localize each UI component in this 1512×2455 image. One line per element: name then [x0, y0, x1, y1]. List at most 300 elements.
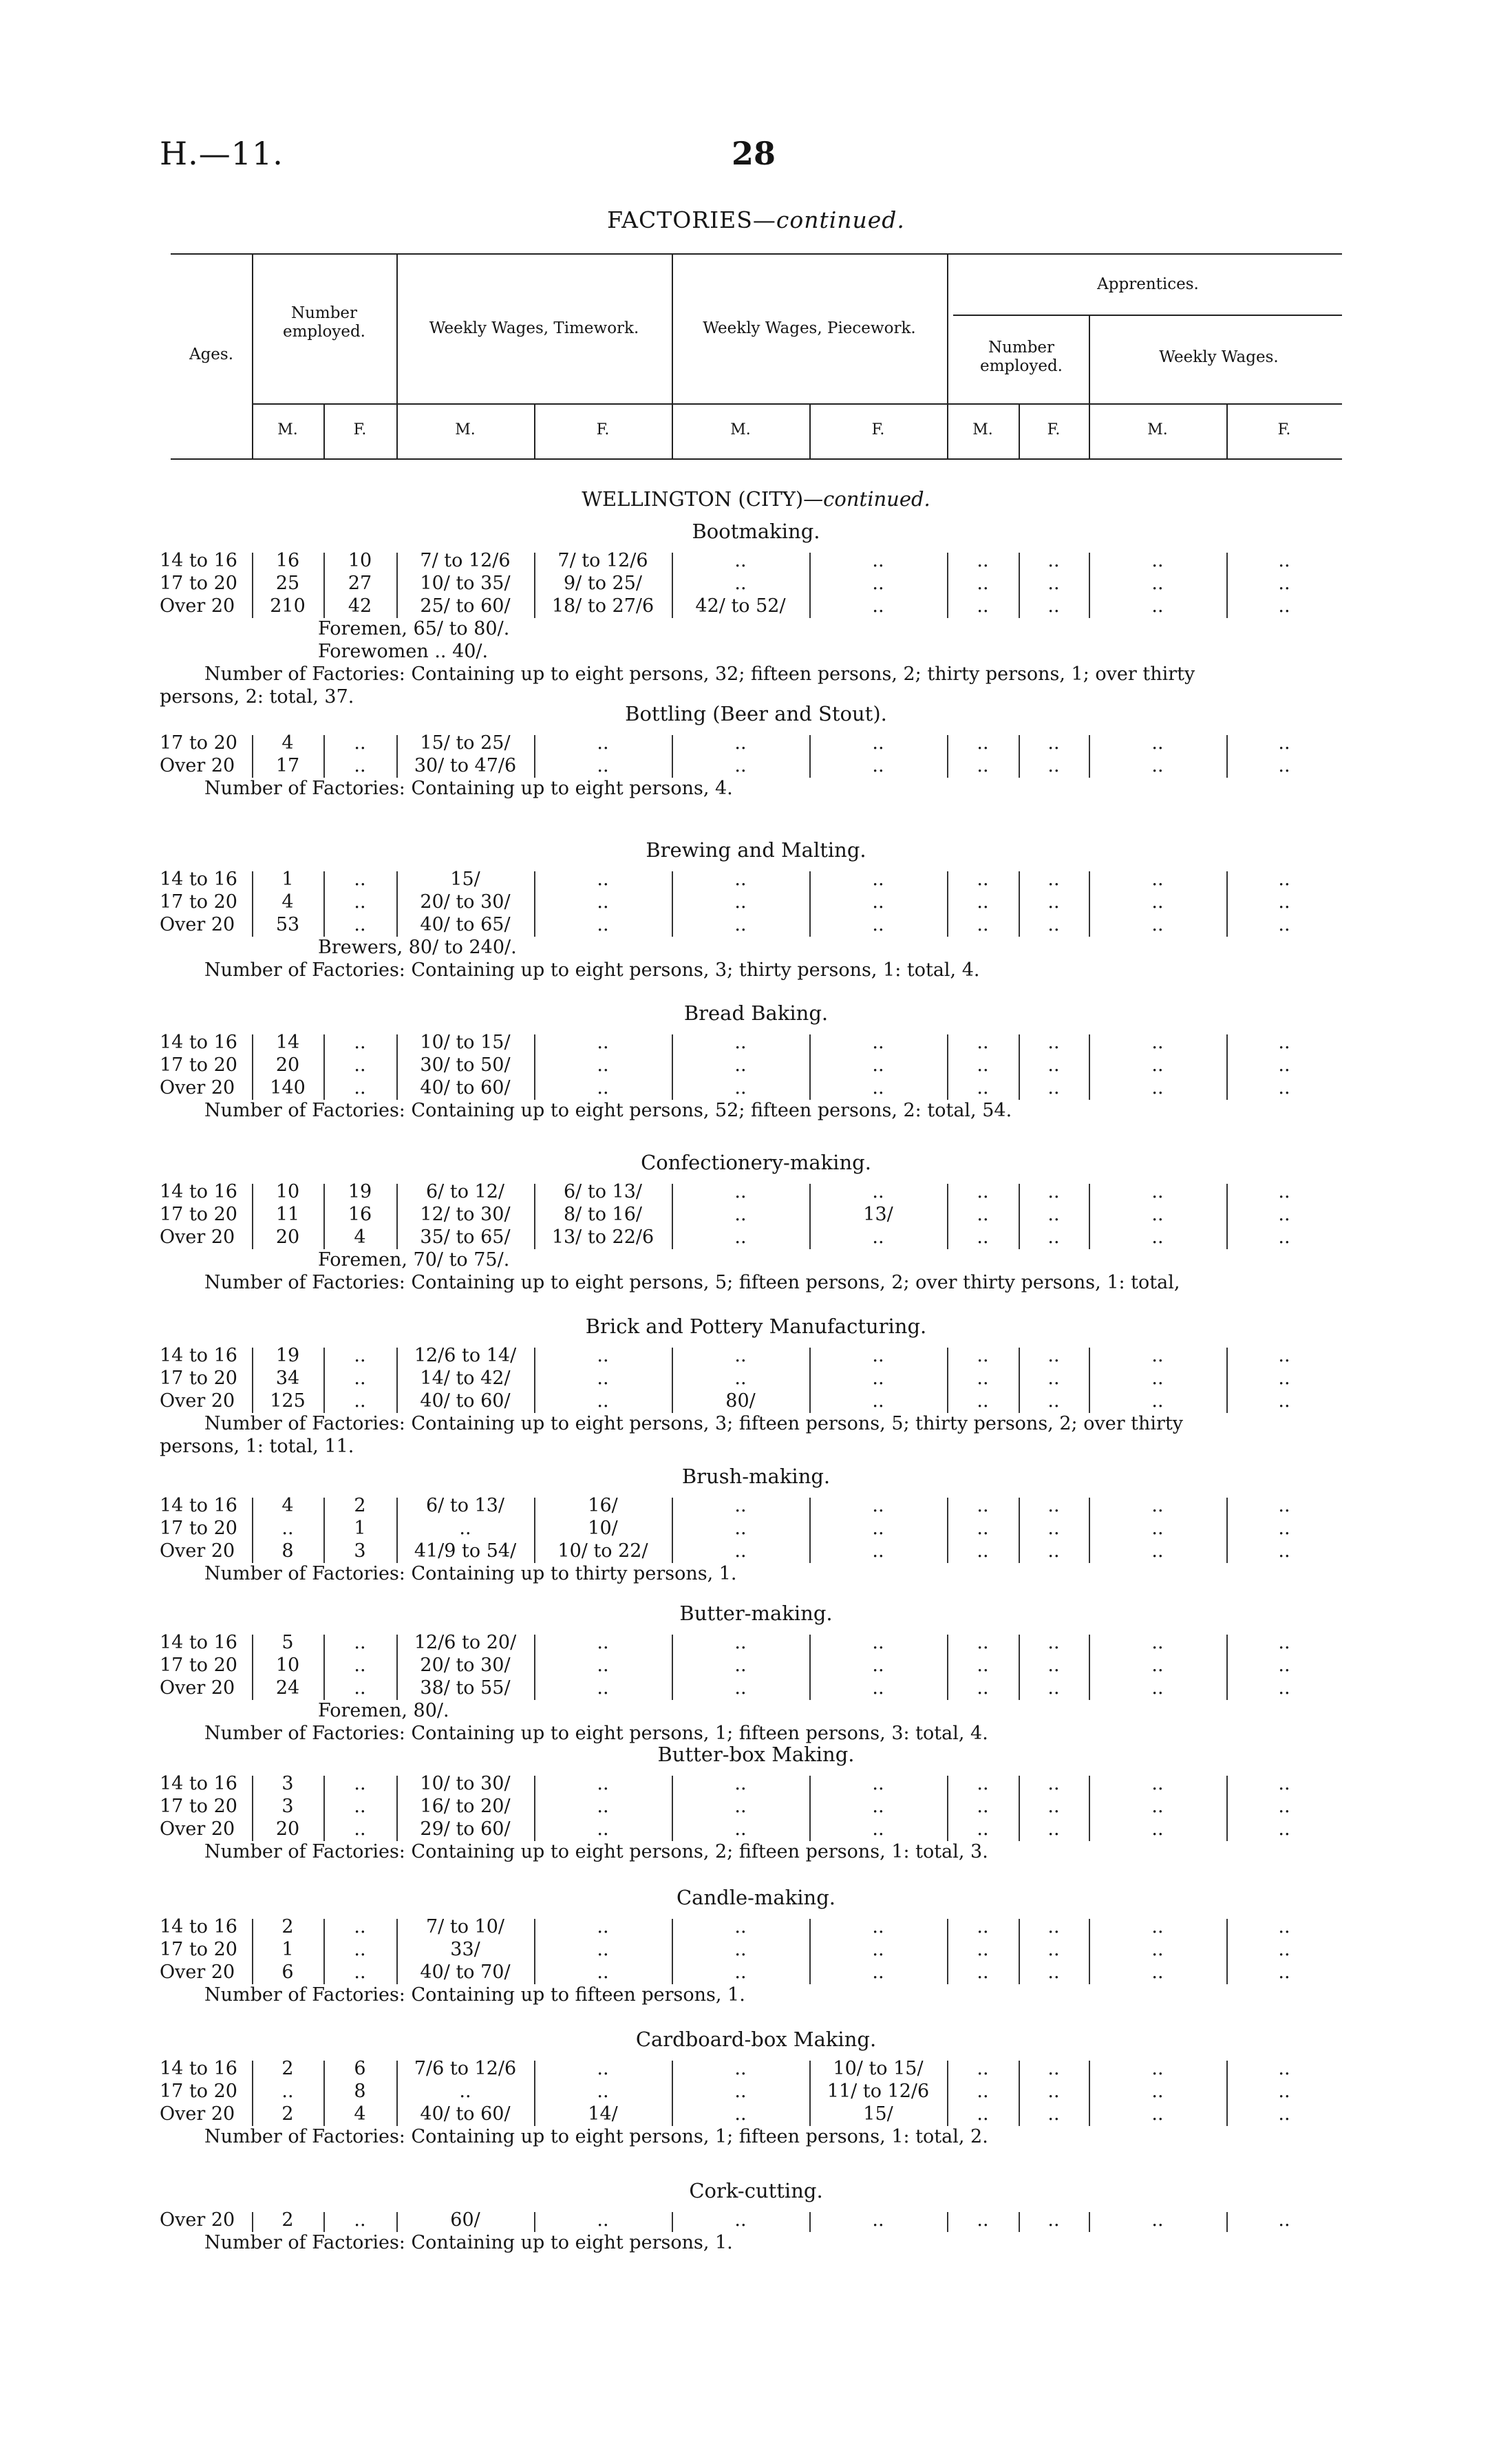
cell-pf: ..: [872, 1632, 884, 1653]
cell-am: ..: [977, 1226, 989, 1248]
cell-af: ..: [1047, 732, 1060, 754]
cell-f: ..: [354, 1032, 366, 1053]
cell-wf: ..: [1278, 1368, 1290, 1389]
column-rule: [1019, 1635, 1020, 1700]
cell-m: ..: [281, 2081, 294, 2102]
age-group: 14 to 16: [160, 550, 237, 571]
cell-m: 6: [281, 1962, 294, 1983]
cell-m: 2: [281, 2103, 294, 2125]
cell-wm: ..: [1151, 914, 1164, 935]
column-rule: [252, 1498, 253, 1563]
cell-af: ..: [1047, 1390, 1060, 1412]
section-title: Candle-making.: [676, 1886, 836, 1909]
age-group: Over 20: [160, 1677, 235, 1699]
column-rule: [396, 1348, 398, 1413]
column-rule: [809, 1919, 811, 1984]
column-rule: [947, 1498, 948, 1563]
column-rule: [947, 2061, 948, 2126]
cell-am: ..: [977, 869, 989, 890]
factories-count: Number of Factories: Containing up to eight persons, 32; fifteen persons, 2; thirty persons, 1; over thirty: [204, 663, 1195, 685]
cell-af: ..: [1047, 869, 1060, 890]
cell-wf: ..: [1278, 914, 1290, 935]
cell-af: ..: [1047, 1632, 1060, 1653]
age-group: Over 20: [160, 1540, 235, 1562]
column-rule: [1089, 871, 1090, 937]
column-rule: [947, 1184, 948, 1249]
cell-pf: ..: [872, 1226, 884, 1248]
cell-pm: ..: [734, 1495, 747, 1516]
header-f: F.: [871, 421, 885, 438]
column-rule: [252, 871, 253, 937]
cell-pf: ..: [872, 1495, 884, 1516]
factories-count: Number of Factories: Containing up to eight persons, 1.: [204, 2232, 733, 2253]
cell-wm: ..: [1151, 1655, 1164, 1676]
cell-wm: ..: [1151, 573, 1164, 594]
cell-pm: ..: [734, 1939, 747, 1960]
cell-pm: ..: [734, 1677, 747, 1699]
column-rule: [323, 2212, 325, 2232]
cell-tf: ..: [597, 1962, 609, 1983]
cell-f: ..: [354, 1796, 366, 1817]
section-title: Brush-making.: [681, 1465, 831, 1488]
cell-f: ..: [354, 1345, 366, 1366]
column-rule: [396, 871, 398, 937]
column-rule: [809, 1348, 811, 1413]
age-group: Over 20: [160, 1962, 235, 1983]
column-rule: [396, 1034, 398, 1100]
column-rule: [1019, 871, 1020, 937]
cell-wm: ..: [1151, 732, 1164, 754]
cell-af: ..: [1047, 1518, 1060, 1539]
cell-wm: ..: [1151, 1518, 1164, 1539]
cell-af: ..: [1047, 1368, 1060, 1389]
cell-af: ..: [1047, 1962, 1060, 1983]
cell-m: 34: [275, 1368, 300, 1389]
page-title: FACTORIES—continued.: [607, 206, 905, 233]
section-title: Butter-making.: [679, 1602, 833, 1625]
cell-tm: 30/ to 47/6: [414, 755, 517, 776]
column-rule: [809, 553, 811, 618]
cell-pf: 11/ to 12/6: [827, 2081, 930, 2102]
column-rule: [323, 1919, 325, 1984]
cell-pm: ..: [734, 1962, 747, 1983]
cell-pf: ..: [872, 869, 884, 890]
cell-m: 11: [275, 1204, 300, 1225]
cell-tm: 7/6 to 12/6: [414, 2058, 517, 2079]
cell-m: 2: [281, 2209, 294, 2231]
footnote: Brewers, 80/ to 240/.: [318, 937, 517, 958]
cell-af: ..: [1047, 1818, 1060, 1840]
cell-am: ..: [977, 1345, 989, 1366]
cell-wm: ..: [1151, 1773, 1164, 1794]
age-group: Over 20: [160, 595, 235, 617]
cell-f: 19: [348, 1181, 372, 1202]
cell-wf: ..: [1278, 1077, 1290, 1098]
cell-wf: ..: [1278, 550, 1290, 571]
column-rule: [252, 2061, 253, 2126]
cell-f: ..: [354, 1390, 366, 1412]
cell-tm: ..: [459, 1518, 471, 1539]
cell-m: 20: [275, 1226, 300, 1248]
cell-tf: ..: [597, 891, 609, 913]
cell-am: ..: [977, 1677, 989, 1699]
column-rule: [323, 871, 325, 937]
cell-pm: ..: [734, 1916, 747, 1937]
age-group: Over 20: [160, 755, 235, 776]
cell-wm: ..: [1151, 1916, 1164, 1937]
cell-m: 20: [275, 1818, 300, 1840]
cell-pm: ..: [734, 1632, 747, 1653]
column-rule: [1019, 2212, 1020, 2232]
column-rule: [1089, 1498, 1090, 1563]
cell-wf: ..: [1278, 1518, 1290, 1539]
cell-wf: ..: [1278, 573, 1290, 594]
cell-wf: ..: [1278, 1677, 1290, 1699]
cell-f: ..: [354, 1939, 366, 1960]
cell-af: ..: [1047, 1796, 1060, 1817]
cell-m: 19: [275, 1345, 300, 1366]
cell-wf: ..: [1278, 1540, 1290, 1562]
column-rule: [323, 553, 325, 618]
column-rule: [672, 1034, 673, 1100]
age-group: Over 20: [160, 1077, 235, 1098]
cell-tf: 18/ to 27/6: [551, 595, 654, 617]
cell-tf: ..: [597, 1390, 609, 1412]
section-title: Cardboard-box Making.: [635, 2028, 877, 2051]
cell-tf: ..: [597, 1655, 609, 1676]
cell-tf: 13/ to 22/6: [551, 1226, 654, 1248]
column-rule: [252, 1184, 253, 1249]
cell-wm: ..: [1151, 550, 1164, 571]
column-rule: [809, 1184, 811, 1249]
cell-tf: ..: [597, 1632, 609, 1653]
cell-wm: ..: [1151, 1181, 1164, 1202]
age-group: Over 20: [160, 2103, 235, 2125]
cell-f: ..: [354, 1077, 366, 1098]
cell-tf: ..: [597, 914, 609, 935]
column-rule: [323, 1498, 325, 1563]
column-rule: [1089, 2061, 1090, 2126]
cell-f: 1: [354, 1518, 366, 1539]
cell-wf: ..: [1278, 1796, 1290, 1817]
cell-wm: ..: [1151, 1226, 1164, 1248]
cell-m: ..: [281, 1518, 294, 1539]
column-rule: [672, 1919, 673, 1984]
cell-pf: 15/: [863, 2103, 893, 2125]
cell-am: ..: [977, 573, 989, 594]
cell-f: ..: [354, 1773, 366, 1794]
section-title: Bottling (Beer and Stout).: [625, 702, 887, 725]
cell-tf: 16/: [588, 1495, 618, 1516]
cell-m: 10: [275, 1181, 300, 1202]
cell-wm: ..: [1151, 1368, 1164, 1389]
column-rule: [323, 735, 325, 778]
cell-pf: ..: [872, 1181, 884, 1202]
column-rule: [1089, 2212, 1090, 2232]
cell-tm: 41/9 to 54/: [414, 1540, 517, 1562]
cell-m: 140: [270, 1077, 306, 1098]
column-rule: [1089, 1184, 1090, 1249]
cell-f: ..: [354, 1818, 366, 1840]
age-group: Over 20: [160, 1390, 235, 1412]
cell-pm: ..: [734, 2058, 747, 2079]
column-rule: [947, 1635, 948, 1700]
column-rule: [534, 1776, 535, 1841]
age-group: 14 to 16: [160, 1916, 237, 1937]
cell-wf: ..: [1278, 1032, 1290, 1053]
column-rule: [809, 2061, 811, 2126]
cell-tf: 10/: [588, 1518, 618, 1539]
column-rule: [1089, 1776, 1090, 1841]
cell-tf: ..: [597, 1345, 609, 1366]
header-m: M.: [1147, 421, 1168, 438]
column-rule: [323, 1184, 325, 1249]
cell-pm: ..: [734, 1518, 747, 1539]
column-rule: [252, 1919, 253, 1984]
cell-wf: ..: [1278, 755, 1290, 776]
cell-pf: ..: [872, 595, 884, 617]
cell-wf: ..: [1278, 595, 1290, 617]
cell-wm: ..: [1151, 869, 1164, 890]
age-group: Over 20: [160, 1818, 235, 1840]
footnote: Forewomen .. 40/.: [318, 641, 489, 662]
cell-wm: ..: [1151, 1677, 1164, 1699]
cell-wf: ..: [1278, 1655, 1290, 1676]
column-rule: [947, 2212, 948, 2232]
cell-wf: ..: [1278, 1204, 1290, 1225]
column-rule: [809, 1034, 811, 1100]
cell-pf: ..: [872, 1962, 884, 1983]
cell-pf: ..: [872, 1818, 884, 1840]
age-group: Over 20: [160, 2209, 235, 2231]
cell-m: 20: [275, 1054, 300, 1076]
cell-wm: ..: [1151, 2209, 1164, 2231]
cell-wf: ..: [1278, 1390, 1290, 1412]
column-rule: [947, 1776, 948, 1841]
header-f: F.: [596, 421, 610, 438]
cell-pf: ..: [872, 1054, 884, 1076]
column-rule: [672, 2212, 673, 2232]
cell-wm: ..: [1151, 1540, 1164, 1562]
cell-m: 2: [281, 1916, 294, 1937]
cell-af: ..: [1047, 1916, 1060, 1937]
cell-f: 42: [348, 595, 372, 617]
column-rule: [534, 1184, 535, 1249]
cell-am: ..: [977, 2103, 989, 2125]
column-rule: [1226, 1919, 1228, 1984]
column-rule: [252, 1776, 253, 1841]
cell-wf: ..: [1278, 2058, 1290, 2079]
section-title: Bread Baking.: [683, 1001, 829, 1025]
cell-am: ..: [977, 1518, 989, 1539]
footnote: Foremen, 70/ to 75/.: [318, 1249, 510, 1271]
cell-am: ..: [977, 891, 989, 913]
column-rule: [1089, 1034, 1090, 1100]
cell-am: ..: [977, 1495, 989, 1516]
cell-af: ..: [1047, 595, 1060, 617]
cell-wm: ..: [1151, 2103, 1164, 2125]
column-rule: [252, 1635, 253, 1700]
header-apprentices-number: Number employed.: [980, 339, 1063, 375]
cell-f: ..: [354, 1655, 366, 1676]
cell-af: ..: [1047, 1054, 1060, 1076]
cell-am: ..: [977, 1368, 989, 1389]
cell-pf: ..: [872, 2209, 884, 2231]
cell-pf: ..: [872, 1773, 884, 1794]
cell-tf: ..: [597, 1939, 609, 1960]
column-rule: [672, 553, 673, 618]
column-rule: [396, 1498, 398, 1563]
section-title: Brewing and Malting.: [646, 838, 866, 862]
cell-am: ..: [977, 1818, 989, 1840]
column-rule: [1019, 1498, 1020, 1563]
page-reference: H.—11.: [160, 135, 284, 172]
age-group: 14 to 16: [160, 869, 237, 890]
cell-tm: 60/: [450, 2209, 480, 2231]
cell-af: ..: [1047, 1540, 1060, 1562]
cell-tm: 12/6 to 20/: [414, 1632, 517, 1653]
column-rule: [1019, 1184, 1020, 1249]
column-rule: [672, 1635, 673, 1700]
column-rule: [1226, 735, 1228, 778]
cell-m: 4: [281, 1495, 294, 1516]
cell-af: ..: [1047, 914, 1060, 935]
cell-f: 10: [348, 550, 372, 571]
cell-f: 27: [348, 573, 372, 594]
cell-wf: ..: [1278, 1818, 1290, 1840]
column-rule: [947, 553, 948, 618]
header-f: F.: [1277, 421, 1291, 438]
cell-wm: ..: [1151, 595, 1164, 617]
column-rule: [1226, 1635, 1228, 1700]
factories-count: Number of Factories: Containing up to fifteen persons, 1.: [204, 1984, 745, 2006]
cell-f: ..: [354, 891, 366, 913]
column-rule: [252, 2212, 253, 2232]
column-rule: [947, 1034, 948, 1100]
column-rule: [1019, 1348, 1020, 1413]
cell-pm: ..: [734, 1226, 747, 1248]
cell-am: ..: [977, 1077, 989, 1098]
column-rule: [809, 1635, 811, 1700]
cell-f: 4: [354, 1226, 366, 1248]
cell-pf: ..: [872, 732, 884, 754]
column-rule: [534, 1348, 535, 1413]
cell-am: ..: [977, 1032, 989, 1053]
cell-tm: 15/: [450, 869, 480, 890]
cell-wm: ..: [1151, 1818, 1164, 1840]
cell-pf: ..: [872, 891, 884, 913]
cell-m: 210: [270, 595, 306, 617]
cell-tm: 10/ to 15/: [420, 1032, 511, 1053]
cell-af: ..: [1047, 550, 1060, 571]
header-apprentices: Apprentices.: [1097, 275, 1199, 293]
age-group: 14 to 16: [160, 1181, 237, 1202]
cell-tf: 6/ to 13/: [564, 1181, 642, 1202]
cell-wf: ..: [1278, 1495, 1290, 1516]
section-title: Confectionery-making.: [641, 1151, 871, 1174]
cell-pf: ..: [872, 1677, 884, 1699]
cell-wf: ..: [1278, 1773, 1290, 1794]
section-title: Brick and Pottery Manufacturing.: [585, 1315, 927, 1338]
cell-am: ..: [977, 2058, 989, 2079]
cell-pm: ..: [734, 755, 747, 776]
cell-tf: ..: [597, 1796, 609, 1817]
cell-tm: 15/ to 25/: [420, 732, 511, 754]
cell-am: ..: [977, 1181, 989, 1202]
column-rule: [396, 1919, 398, 1984]
column-rule: [252, 553, 253, 618]
footnote: Foremen, 65/ to 80/.: [318, 618, 510, 639]
cell-f: ..: [354, 2209, 366, 2231]
cell-pf: ..: [872, 1345, 884, 1366]
cell-pm: ..: [734, 1077, 747, 1098]
cell-tm: 7/ to 12/6: [420, 550, 511, 571]
cell-af: ..: [1047, 1345, 1060, 1366]
cell-tm: 35/ to 65/: [420, 1226, 511, 1248]
cell-af: ..: [1047, 2081, 1060, 2102]
cell-pm: ..: [734, 869, 747, 890]
cell-tf: 9/ to 25/: [564, 573, 642, 594]
age-group: 17 to 20: [160, 2081, 237, 2102]
cell-f: 8: [354, 2081, 366, 2102]
cell-tf: ..: [597, 1773, 609, 1794]
header-number-employed: Number employed.: [283, 304, 365, 341]
cell-wm: ..: [1151, 891, 1164, 913]
cell-pm: ..: [734, 1032, 747, 1053]
column-rule: [1226, 2212, 1228, 2232]
cell-af: ..: [1047, 1077, 1060, 1098]
cell-af: ..: [1047, 1677, 1060, 1699]
column-rule: [1226, 1498, 1228, 1563]
cell-af: ..: [1047, 573, 1060, 594]
header-m: M.: [730, 421, 751, 438]
column-rule: [672, 735, 673, 778]
cell-wf: ..: [1278, 1962, 1290, 1983]
cell-am: ..: [977, 1962, 989, 1983]
column-rule: [672, 871, 673, 937]
cell-wm: ..: [1151, 1345, 1164, 1366]
footnote: Foremen, 80/.: [318, 1700, 449, 1721]
cell-tf: ..: [597, 1368, 609, 1389]
column-rule: [1226, 1348, 1228, 1413]
column-rule: [1226, 2061, 1228, 2126]
column-rule: [323, 1348, 325, 1413]
column-rule: [534, 2212, 535, 2232]
column-rule: [252, 1348, 253, 1413]
factories-count: persons, 1: total, 11.: [160, 1436, 354, 1457]
cell-am: ..: [977, 1204, 989, 1225]
cell-am: ..: [977, 2081, 989, 2102]
cell-pm: ..: [734, 550, 747, 571]
cell-tf: ..: [597, 2058, 609, 2079]
cell-tm: 30/ to 50/: [420, 1054, 511, 1076]
cell-pm: 80/: [725, 1390, 756, 1412]
cell-m: 2: [281, 2058, 294, 2079]
cell-pm: ..: [734, 1818, 747, 1840]
cell-tf: ..: [597, 869, 609, 890]
section-title: Bootmaking.: [692, 520, 820, 543]
cell-f: ..: [354, 1632, 366, 1653]
factories-count: persons, 2: total, 37.: [160, 686, 354, 708]
age-group: 14 to 16: [160, 1773, 237, 1794]
cell-pf: ..: [872, 1655, 884, 1676]
cell-am: ..: [977, 914, 989, 935]
column-rule: [534, 2061, 535, 2126]
cell-tf: 8/ to 16/: [564, 1204, 642, 1225]
cell-tm: 33/: [450, 1939, 480, 1960]
cell-am: ..: [977, 1796, 989, 1817]
column-rule: [396, 1776, 398, 1841]
